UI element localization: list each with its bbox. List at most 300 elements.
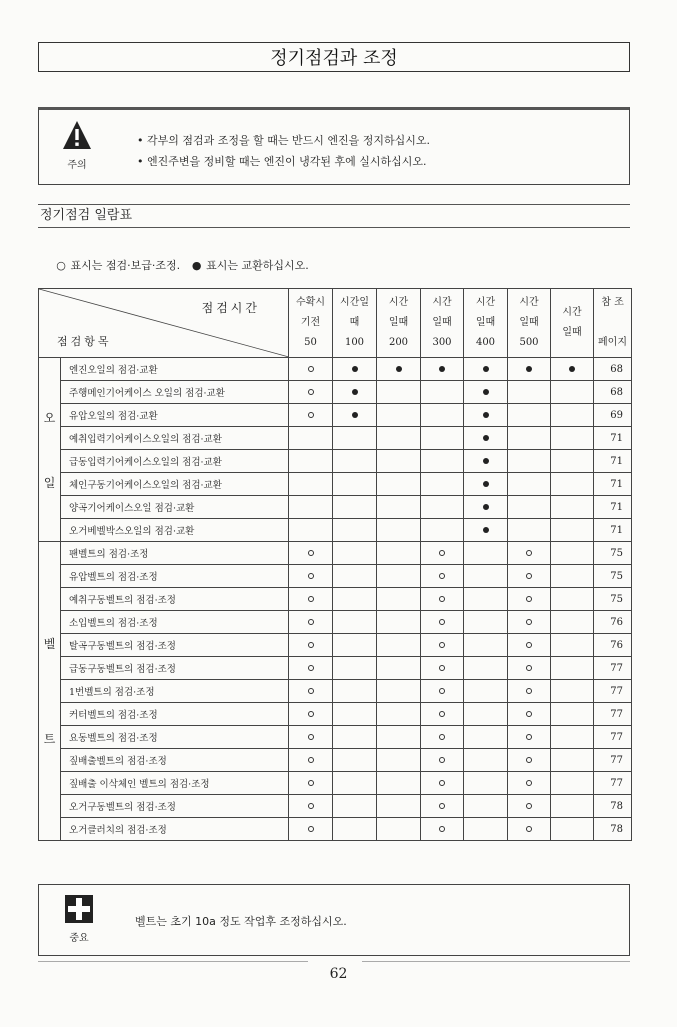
mark-cell bbox=[289, 680, 333, 703]
item-name: 급동입력기어케이스오일의 점검·교환 bbox=[61, 450, 289, 473]
mark-cell bbox=[289, 473, 333, 496]
mark-cell bbox=[551, 450, 594, 473]
mark-cell bbox=[551, 749, 594, 772]
ref-page: 68 bbox=[594, 381, 632, 404]
item-name: 양곡기어케이스오일 점검·교환 bbox=[61, 496, 289, 519]
mark-cell bbox=[333, 473, 377, 496]
mark-cell bbox=[421, 657, 464, 680]
mark-cell bbox=[377, 818, 421, 841]
table-row bbox=[39, 450, 632, 473]
mark-cell bbox=[289, 565, 333, 588]
mark-cell bbox=[289, 427, 333, 450]
ref-page: 77 bbox=[594, 726, 632, 749]
ref-page: 76 bbox=[594, 634, 632, 657]
item-name: 오거클러치의 점검·조정 bbox=[61, 818, 289, 841]
ref-page: 69 bbox=[594, 404, 632, 427]
inspect-circle-mark bbox=[439, 734, 445, 740]
mark-cell bbox=[464, 358, 508, 381]
item-name: 유압벨트의 점검·조정 bbox=[61, 565, 289, 588]
ref-page: 75 bbox=[594, 542, 632, 565]
ref-page: 77 bbox=[594, 772, 632, 795]
table-row bbox=[39, 588, 632, 611]
mark-cell bbox=[551, 565, 594, 588]
mark-cell bbox=[333, 634, 377, 657]
item-name: 소입벨트의 점검·조정 bbox=[61, 611, 289, 634]
inspect-circle-mark bbox=[526, 619, 532, 625]
mark-cell bbox=[551, 818, 594, 841]
table-row bbox=[39, 611, 632, 634]
ref-page: 75 bbox=[594, 588, 632, 611]
mark-cell bbox=[377, 588, 421, 611]
inspect-circle-mark bbox=[439, 573, 445, 579]
table-row bbox=[39, 634, 632, 657]
inspect-circle-mark bbox=[526, 665, 532, 671]
mark-cell bbox=[551, 726, 594, 749]
mark-cell bbox=[421, 795, 464, 818]
item-name: 예취입력기어케이스오일의 점검·교환 bbox=[61, 427, 289, 450]
col-header: 시간일 때 100 bbox=[333, 289, 377, 358]
replace-dot-mark bbox=[483, 389, 489, 395]
mark-cell bbox=[421, 726, 464, 749]
mark-cell bbox=[464, 473, 508, 496]
mark-cell bbox=[551, 795, 594, 818]
inspect-circle-mark bbox=[308, 734, 314, 740]
table-row bbox=[39, 726, 632, 749]
mark-cell bbox=[421, 496, 464, 519]
mark-cell bbox=[421, 772, 464, 795]
replace-dot-mark bbox=[483, 481, 489, 487]
item-name: 요동벨트의 점검·조정 bbox=[61, 726, 289, 749]
inspect-circle-mark bbox=[308, 619, 314, 625]
ref-page: 77 bbox=[594, 680, 632, 703]
mark-cell bbox=[551, 519, 594, 542]
inspect-circle-mark bbox=[526, 642, 532, 648]
table-row bbox=[39, 358, 632, 381]
col-header: 시간 일때 500 bbox=[508, 289, 551, 358]
table-row bbox=[39, 749, 632, 772]
mark-cell bbox=[508, 703, 551, 726]
table-row bbox=[39, 381, 632, 404]
item-name: 유압오일의 점검·교환 bbox=[61, 404, 289, 427]
item-name: 1번벨트의 점검·조정 bbox=[61, 680, 289, 703]
mark-cell bbox=[377, 450, 421, 473]
caution-icon-block bbox=[57, 120, 97, 171]
ref-page: 75 bbox=[594, 565, 632, 588]
mark-cell bbox=[289, 588, 333, 611]
mark-cell bbox=[464, 726, 508, 749]
inspect-circle-mark bbox=[308, 688, 314, 694]
mark-cell bbox=[289, 381, 333, 404]
inspect-circle-mark bbox=[439, 803, 445, 809]
mark-cell bbox=[289, 749, 333, 772]
mark-cell bbox=[551, 427, 594, 450]
caution-text bbox=[137, 130, 430, 172]
mark-cell bbox=[289, 404, 333, 427]
mark-cell bbox=[333, 358, 377, 381]
inspect-circle-mark bbox=[526, 711, 532, 717]
mark-cell bbox=[333, 381, 377, 404]
ref-page: 71 bbox=[594, 496, 632, 519]
mark-cell bbox=[421, 519, 464, 542]
col-header: 시간 일때 bbox=[551, 289, 594, 358]
mark-cell bbox=[377, 404, 421, 427]
important-icon-block bbox=[65, 895, 93, 944]
inspect-circle-mark bbox=[439, 642, 445, 648]
mark-cell bbox=[289, 772, 333, 795]
mark-cell bbox=[508, 496, 551, 519]
mark-cell bbox=[421, 473, 464, 496]
item-name: 팬벨트의 점검·조정 bbox=[61, 542, 289, 565]
mark-cell bbox=[333, 404, 377, 427]
ref-page-header: 참 조 페이지 bbox=[594, 289, 632, 358]
inspect-circle-mark bbox=[526, 573, 532, 579]
mark-cell bbox=[377, 496, 421, 519]
mark-cell bbox=[421, 680, 464, 703]
mark-cell bbox=[377, 634, 421, 657]
mark-cell bbox=[464, 542, 508, 565]
ref-page: 71 bbox=[594, 450, 632, 473]
inspect-circle-mark bbox=[439, 711, 445, 717]
mark-cell bbox=[377, 703, 421, 726]
important-label: 중요 bbox=[69, 933, 89, 944]
inspect-circle-mark bbox=[526, 826, 532, 832]
mark-cell bbox=[289, 611, 333, 634]
replace-dot-mark bbox=[352, 366, 358, 372]
page-number: 62 bbox=[329, 966, 348, 982]
table-corner-header bbox=[39, 289, 289, 358]
mark-cell bbox=[421, 381, 464, 404]
mark-cell bbox=[508, 680, 551, 703]
replace-dot-mark bbox=[483, 527, 489, 533]
ref-page: 77 bbox=[594, 657, 632, 680]
mark-cell bbox=[333, 565, 377, 588]
item-name: 주행메인기어케이스 오일의 점검·교환 bbox=[61, 381, 289, 404]
mark-cell bbox=[289, 634, 333, 657]
mark-cell bbox=[333, 427, 377, 450]
caution-line-2: • 엔진주변을 정비할 때는 엔진이 냉각된 후에 실시하십시오. bbox=[137, 151, 430, 172]
mark-cell bbox=[421, 611, 464, 634]
mark-cell bbox=[333, 749, 377, 772]
inspect-circle-mark bbox=[308, 596, 314, 602]
mark-cell bbox=[333, 611, 377, 634]
mark-cell bbox=[421, 565, 464, 588]
mark-cell bbox=[377, 772, 421, 795]
footer-rule-left bbox=[38, 961, 308, 962]
mark-cell bbox=[289, 496, 333, 519]
mark-cell bbox=[333, 450, 377, 473]
mark-cell bbox=[551, 381, 594, 404]
mark-cell bbox=[508, 565, 551, 588]
maintenance-schedule-table bbox=[38, 288, 632, 841]
mark-cell bbox=[508, 450, 551, 473]
mark-cell bbox=[377, 657, 421, 680]
mark-cell bbox=[551, 588, 594, 611]
ref-page: 71 bbox=[594, 519, 632, 542]
mark-cell bbox=[464, 657, 508, 680]
important-cross-icon bbox=[65, 895, 93, 923]
legend bbox=[55, 257, 309, 273]
mark-cell bbox=[508, 588, 551, 611]
table-row bbox=[39, 703, 632, 726]
legend-circle-symbol: ○ bbox=[56, 259, 66, 272]
ref-page: 76 bbox=[594, 611, 632, 634]
mark-cell bbox=[464, 450, 508, 473]
ref-page: 77 bbox=[594, 749, 632, 772]
mark-cell bbox=[289, 657, 333, 680]
inspect-circle-mark bbox=[308, 803, 314, 809]
mark-cell bbox=[551, 473, 594, 496]
mark-cell bbox=[421, 427, 464, 450]
important-text: 벨트는 초기 10a 정도 작업후 조정하십시오. bbox=[135, 915, 347, 928]
table-row bbox=[39, 795, 632, 818]
mark-cell bbox=[333, 496, 377, 519]
mark-cell bbox=[289, 519, 333, 542]
mark-cell bbox=[421, 358, 464, 381]
inspect-circle-mark bbox=[308, 573, 314, 579]
mark-cell bbox=[508, 473, 551, 496]
important-box bbox=[38, 884, 630, 956]
mark-cell bbox=[289, 818, 333, 841]
caution-box bbox=[38, 107, 630, 185]
replace-dot-mark bbox=[483, 412, 489, 418]
inspect-circle-mark bbox=[439, 826, 445, 832]
inspect-circle-mark bbox=[439, 665, 445, 671]
item-name: 체인구동기어케이스오일의 점검·교환 bbox=[61, 473, 289, 496]
item-name: 커터벨트의 점검·조정 bbox=[61, 703, 289, 726]
inspect-circle-mark bbox=[526, 596, 532, 602]
inspect-circle-mark bbox=[526, 757, 532, 763]
col-header: 수확시 기전 50 bbox=[289, 289, 333, 358]
mark-cell bbox=[464, 611, 508, 634]
replace-dot-mark bbox=[483, 504, 489, 510]
table-row bbox=[39, 657, 632, 680]
mark-cell bbox=[551, 680, 594, 703]
inspect-circle-mark bbox=[308, 780, 314, 786]
mark-cell bbox=[333, 519, 377, 542]
mark-cell bbox=[464, 772, 508, 795]
inspect-circle-mark bbox=[308, 389, 314, 395]
mark-cell bbox=[289, 703, 333, 726]
col-header: 시간 일때 300 bbox=[421, 289, 464, 358]
inspect-circle-mark bbox=[439, 596, 445, 602]
mark-cell bbox=[289, 358, 333, 381]
mark-cell bbox=[464, 519, 508, 542]
mark-cell bbox=[508, 404, 551, 427]
inspect-circle-mark bbox=[308, 711, 314, 717]
item-name: 엔진오일의 점검·교환 bbox=[61, 358, 289, 381]
legend-circle-text: 표시는 점검·보급·조정. bbox=[70, 259, 181, 272]
mark-cell bbox=[508, 634, 551, 657]
mark-cell bbox=[377, 726, 421, 749]
inspect-circle-mark bbox=[308, 412, 314, 418]
caution-line-1: • 각부의 점검과 조정을 할 때는 반드시 엔진을 정지하십시오. bbox=[137, 130, 430, 151]
item-name: 급동구동벨트의 점검·조정 bbox=[61, 657, 289, 680]
mark-cell bbox=[508, 818, 551, 841]
mark-cell bbox=[464, 427, 508, 450]
mark-cell bbox=[551, 404, 594, 427]
mark-cell bbox=[421, 542, 464, 565]
mark-cell bbox=[508, 657, 551, 680]
replace-dot-mark bbox=[526, 366, 532, 372]
inspect-circle-mark bbox=[439, 619, 445, 625]
ref-page: 68 bbox=[594, 358, 632, 381]
inspect-circle-mark bbox=[526, 550, 532, 556]
mark-cell bbox=[551, 634, 594, 657]
group-label-0: 오 일 bbox=[39, 358, 61, 542]
legend-dot-symbol: ● bbox=[191, 259, 202, 272]
table-row bbox=[39, 473, 632, 496]
ref-page: 78 bbox=[594, 795, 632, 818]
inspect-circle-mark bbox=[308, 757, 314, 763]
mark-cell bbox=[289, 450, 333, 473]
mark-cell bbox=[421, 703, 464, 726]
inspect-circle-mark bbox=[526, 780, 532, 786]
table-row bbox=[39, 519, 632, 542]
mark-cell bbox=[464, 634, 508, 657]
mark-cell bbox=[508, 726, 551, 749]
legend-dot-text: 표시는 교환하십시오. bbox=[206, 259, 309, 272]
mark-cell bbox=[508, 358, 551, 381]
replace-dot-mark bbox=[396, 366, 402, 372]
mark-cell bbox=[289, 726, 333, 749]
inspect-circle-mark bbox=[439, 688, 445, 694]
mark-cell bbox=[508, 427, 551, 450]
mark-cell bbox=[377, 542, 421, 565]
schedule-body bbox=[39, 358, 632, 841]
mark-cell bbox=[464, 565, 508, 588]
mark-cell bbox=[508, 611, 551, 634]
mark-cell bbox=[464, 680, 508, 703]
inspect-circle-mark bbox=[308, 366, 314, 372]
inspect-circle-mark bbox=[439, 780, 445, 786]
mark-cell bbox=[421, 634, 464, 657]
mark-cell bbox=[377, 381, 421, 404]
mark-cell bbox=[464, 749, 508, 772]
mark-cell bbox=[377, 358, 421, 381]
table-row bbox=[39, 542, 632, 565]
footer-rule-right bbox=[362, 961, 630, 962]
inspect-circle-mark bbox=[526, 688, 532, 694]
mark-cell bbox=[508, 519, 551, 542]
replace-dot-mark bbox=[352, 412, 358, 418]
table-row bbox=[39, 427, 632, 450]
item-name: 짚배출벨트의 점검·조정 bbox=[61, 749, 289, 772]
ref-page: 77 bbox=[594, 703, 632, 726]
replace-dot-mark bbox=[352, 389, 358, 395]
mark-cell bbox=[421, 818, 464, 841]
mark-cell bbox=[464, 703, 508, 726]
section-title: 정기점검 일람표 bbox=[38, 204, 630, 228]
mark-cell bbox=[551, 542, 594, 565]
mark-cell bbox=[508, 772, 551, 795]
replace-dot-mark bbox=[483, 366, 489, 372]
mark-cell bbox=[551, 772, 594, 795]
table-row bbox=[39, 496, 632, 519]
mark-cell bbox=[421, 450, 464, 473]
inspect-circle-mark bbox=[308, 550, 314, 556]
mark-cell bbox=[551, 611, 594, 634]
mark-cell bbox=[377, 795, 421, 818]
item-name: 오거베벨박스오일의 점검·교환 bbox=[61, 519, 289, 542]
mark-cell bbox=[421, 588, 464, 611]
mark-cell bbox=[421, 749, 464, 772]
interval-header: 점검시간 bbox=[201, 301, 260, 315]
inspect-circle-mark bbox=[308, 642, 314, 648]
table-row bbox=[39, 772, 632, 795]
mark-cell bbox=[508, 795, 551, 818]
ref-page: 71 bbox=[594, 427, 632, 450]
mark-cell bbox=[551, 496, 594, 519]
mark-cell bbox=[377, 427, 421, 450]
replace-dot-mark bbox=[483, 458, 489, 464]
item-header: 점검항목 bbox=[57, 335, 112, 348]
mark-cell bbox=[551, 358, 594, 381]
mark-cell bbox=[464, 795, 508, 818]
mark-cell bbox=[551, 703, 594, 726]
mark-cell bbox=[508, 749, 551, 772]
item-name: 예취구동벨트의 점검·조정 bbox=[61, 588, 289, 611]
mark-cell bbox=[333, 680, 377, 703]
mark-cell bbox=[508, 381, 551, 404]
item-name: 짚배출 이삭체인 벨트의 점검·조정 bbox=[61, 772, 289, 795]
mark-cell bbox=[377, 611, 421, 634]
table-row bbox=[39, 680, 632, 703]
inspect-circle-mark bbox=[308, 826, 314, 832]
group-label-1: 벨 트 bbox=[39, 542, 61, 841]
caution-label: 주의 bbox=[67, 160, 87, 171]
mark-cell bbox=[289, 795, 333, 818]
col-header: 시간 일때 400 bbox=[464, 289, 508, 358]
warning-triangle-icon bbox=[62, 120, 92, 150]
inspect-circle-mark bbox=[526, 803, 532, 809]
mark-cell bbox=[464, 381, 508, 404]
col-header: 시간 일때 200 bbox=[377, 289, 421, 358]
mark-cell bbox=[377, 473, 421, 496]
mark-cell bbox=[333, 795, 377, 818]
mark-cell bbox=[333, 542, 377, 565]
mark-cell bbox=[508, 542, 551, 565]
inspect-circle-mark bbox=[439, 550, 445, 556]
inspect-circle-mark bbox=[526, 734, 532, 740]
mark-cell bbox=[289, 542, 333, 565]
mark-cell bbox=[377, 749, 421, 772]
mark-cell bbox=[464, 818, 508, 841]
table-row bbox=[39, 404, 632, 427]
table-row bbox=[39, 565, 632, 588]
mark-cell bbox=[333, 588, 377, 611]
mark-cell bbox=[551, 657, 594, 680]
table-row bbox=[39, 818, 632, 841]
mark-cell bbox=[333, 772, 377, 795]
mark-cell bbox=[333, 726, 377, 749]
mark-cell bbox=[464, 588, 508, 611]
mark-cell bbox=[333, 703, 377, 726]
mark-cell bbox=[377, 680, 421, 703]
inspect-circle-mark bbox=[308, 665, 314, 671]
inspect-circle-mark bbox=[439, 757, 445, 763]
page-title: 정기점검과 조정 bbox=[38, 42, 630, 72]
ref-page: 78 bbox=[594, 818, 632, 841]
mark-cell bbox=[377, 519, 421, 542]
item-name: 탈곡구동벨트의 점검·조정 bbox=[61, 634, 289, 657]
mark-cell bbox=[421, 404, 464, 427]
item-name: 오거구동벨트의 점검·조정 bbox=[61, 795, 289, 818]
mark-cell bbox=[464, 404, 508, 427]
replace-dot-mark bbox=[483, 435, 489, 441]
replace-dot-mark bbox=[569, 366, 575, 372]
ref-page: 71 bbox=[594, 473, 632, 496]
mark-cell bbox=[333, 657, 377, 680]
